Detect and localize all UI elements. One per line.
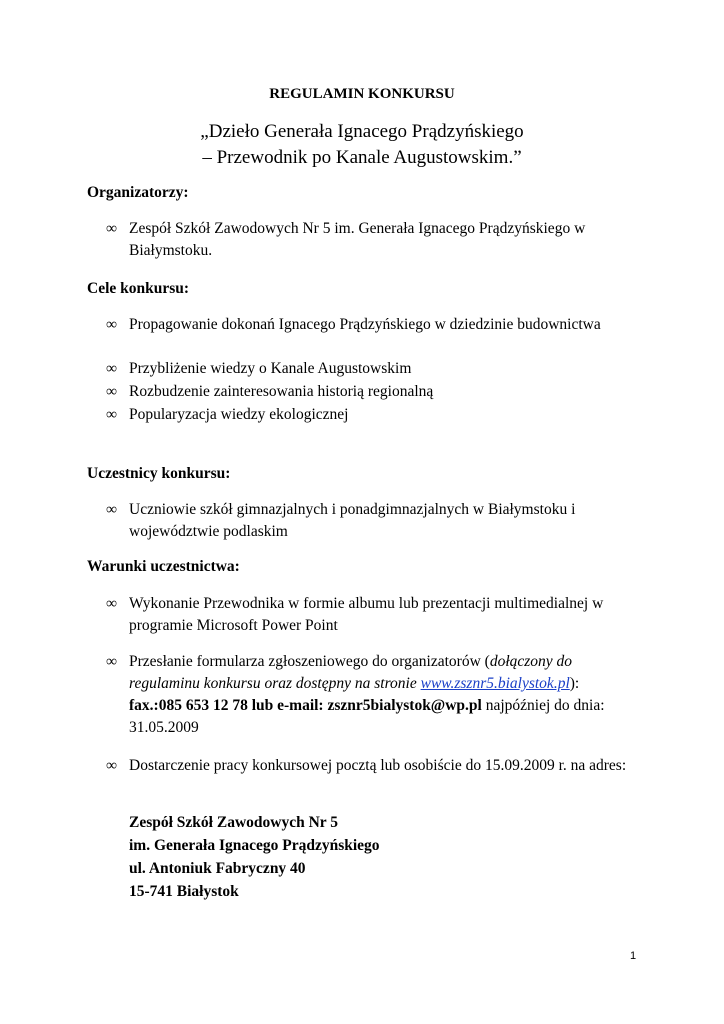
infinity-bullet-icon: ∞ (106, 595, 118, 612)
condition-text: Przesłanie formularza zgłoszeniowego do organizatorów ( (129, 653, 490, 670)
list-item (106, 381, 646, 403)
list-item-text: Wykonanie Przewodnika w formie albumu lub prezentacji multimedialnej w programie Microsoft Power Point (129, 595, 604, 634)
list-item-text: Propagowanie dokonań Ignacego Prądzyńskiego w dziedzinie budownictwa (129, 316, 601, 333)
address-line: ul. Antoniuk Fabryczny 40 (129, 860, 306, 877)
infinity-bullet-icon: ∞ (106, 360, 118, 377)
infinity-bullet-icon: ∞ (106, 501, 118, 518)
condition-italic-text: dołączony do regulaminu konkursu oraz dostępny na stronie (129, 653, 573, 692)
list-item-text: Przybliżenie wiedzy o Kanale Augustowskim (129, 360, 412, 377)
address-line: im. Generała Ignacego Prądzyńskiego (129, 837, 380, 854)
infinity-bullet-icon: ∞ (106, 406, 118, 423)
list-item-text: Rozbudzenie zainteresowania historią regionalną (129, 383, 434, 400)
infinity-bullet-icon: ∞ (106, 653, 118, 670)
section-heading-goals: Cele konkursu: (87, 280, 190, 297)
infinity-bullet-icon: ∞ (106, 220, 118, 237)
infinity-bullet-icon: ∞ (106, 316, 118, 333)
website-link[interactable]: www.zsznr5.bialystok.pl (420, 675, 570, 692)
contact-info: fax.:085 653 12 78 lub e-mail: zsznr5bialystok@wp.pl (129, 697, 482, 714)
address-line: Zespół Szkół Zawodowych Nr 5 (129, 814, 338, 831)
list-item (106, 404, 646, 426)
list-item-text: Popularyzacja wiedzy ekologicznej (129, 406, 349, 423)
address-block (129, 811, 380, 903)
document-subtitle-line1: „Dzieło Generała Ignacego Prądzyńskiego (200, 121, 524, 142)
list-item (106, 651, 646, 739)
section-heading-conditions: Warunki uczestnictwa: (87, 558, 240, 575)
list-item (106, 218, 646, 262)
page-number: 1 (630, 950, 637, 962)
infinity-bullet-icon: ∞ (106, 383, 118, 400)
infinity-bullet-icon: ∞ (106, 757, 118, 774)
list-item (106, 755, 646, 777)
address-line: 15-741 Białystok (129, 883, 239, 900)
list-item (106, 358, 646, 380)
list-item-text: Zespół Szkół Zawodowych Nr 5 im. Generała Ignacego Prądzyńskiego w Białymstoku. (129, 220, 586, 259)
section-heading-participants: Uczestnicy konkursu: (87, 465, 231, 482)
document-title: REGULAMIN KONKURSU (269, 86, 455, 102)
list-item-text: Dostarczenie pracy konkursowej pocztą lub osobiście do 15.09.2009 r. na adres: (129, 757, 627, 774)
list-item (106, 499, 646, 543)
list-item (106, 314, 646, 336)
list-item (106, 593, 646, 637)
condition-text: ): (569, 675, 580, 692)
list-item-text: Uczniowie szkół gimnazjalnych i ponadgimnazjalnych w Białymstoku i województwie podlaskim (129, 501, 576, 540)
section-heading-organizers: Organizatorzy: (87, 184, 189, 201)
list-item-text (129, 651, 646, 739)
deadline-text: najpóźniej do dnia: 31.05.2009 (129, 697, 605, 736)
document-subtitle-line2: – Przewodnik po Kanale Augustowskim.” (202, 147, 522, 168)
